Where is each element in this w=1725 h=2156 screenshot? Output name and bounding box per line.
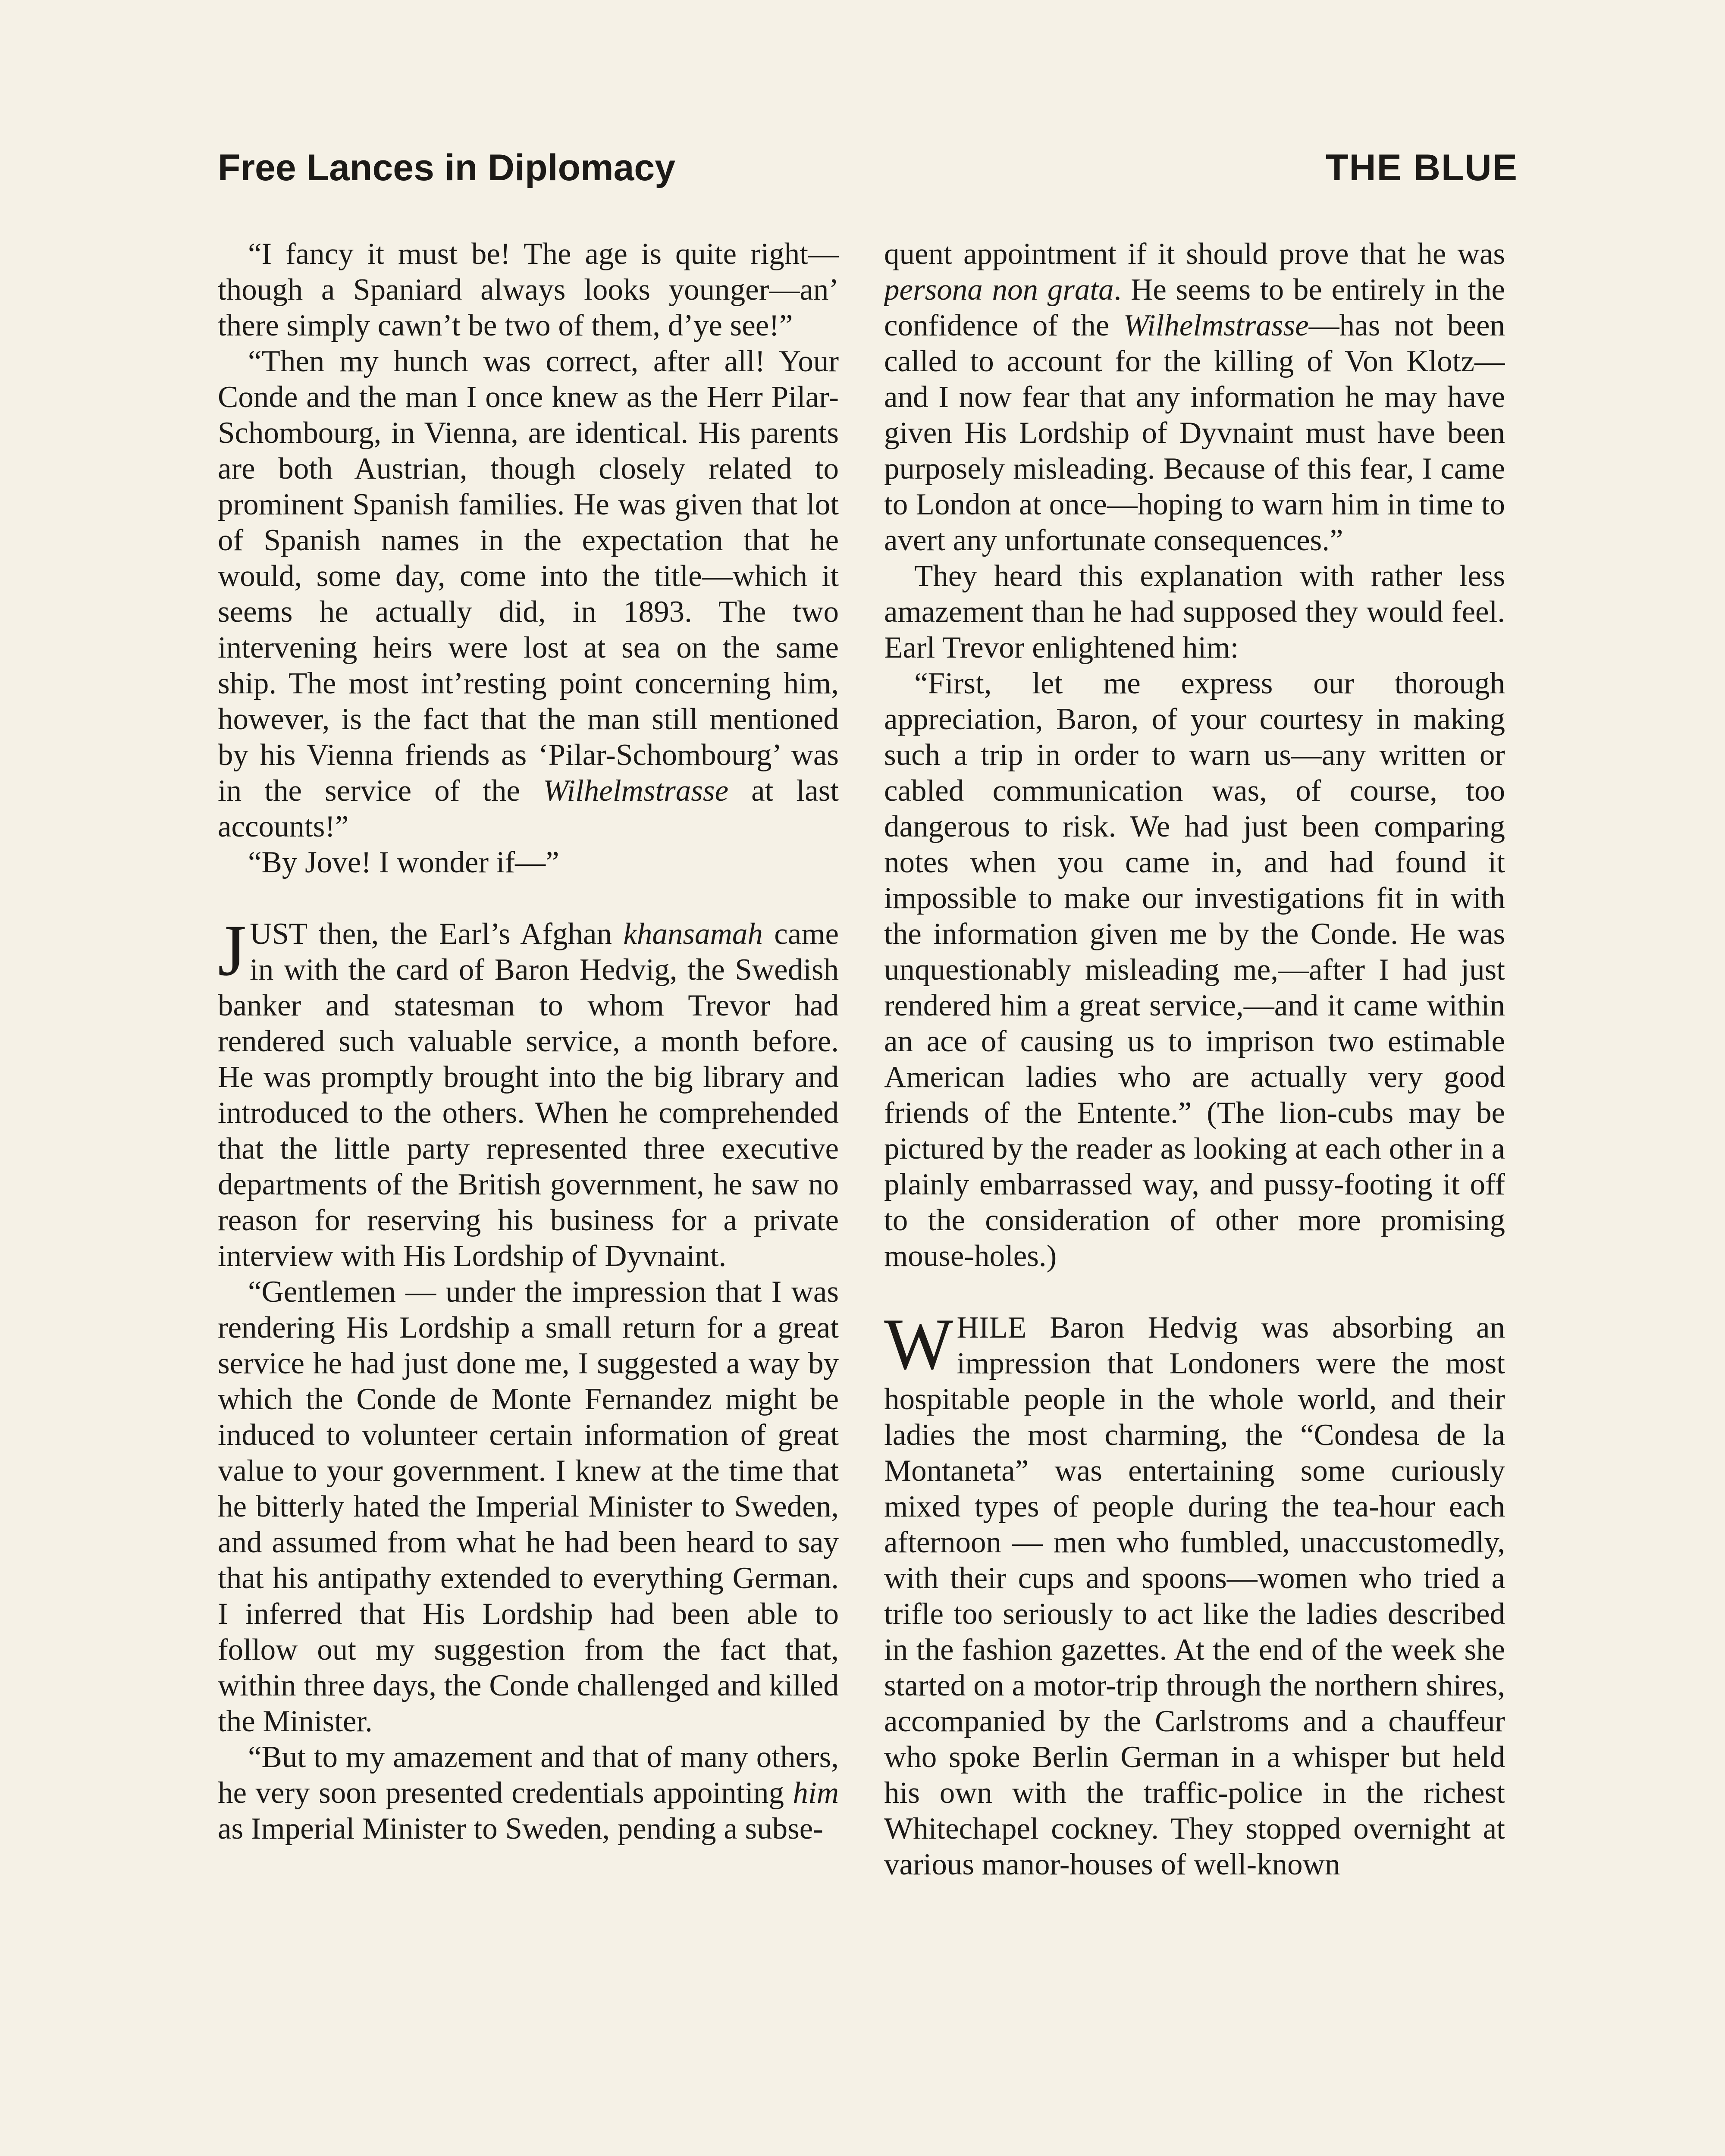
paragraph: “I fancy it must be! The age is quite right—though a Spaniard always looks younger—an’ there simply cawn’t be two of them, d’ye see!” (218, 237, 839, 342)
drop-cap: J (218, 910, 247, 991)
paragraph: “But to my amazement and that of many others, he very soon presented credentials appointing him as Imperial Minister to Sweden, pending a subse- (218, 1740, 839, 1846)
paragraph: “First, let me express our thorough appreciation, Baron, of your courtesy in making such a trip in order to warn us—any written or cabled communication was, of course, too dangerous to risk. We had just been comparing notes when you came in, and had found it impossible to make our investigations fit in with the information given me by the Conde. He was unquestionably misleading me,—after I had just rendered him a great service,—and it came within an ace of causing us to imprison two estimable American ladies who are actually very good friends of the Entente.” (The lion-cubs may be pictured by the reader as looking at each other in a plainly embarrassed way, and pussy-footing it off to the consideration of other more promising mouse-holes.) (884, 667, 1505, 1273)
magazine-title: THE BLUE (1326, 147, 1518, 188)
section-paragraph: WHILE Baron Hedvig was absorbing an impression that Londoners were the most hospitable people in the whole world, and their ladies the most charming, the “Condesa de la Montaneta” was entertaining some curiously mixed types of people during the tea-hour each afternoon — men who fumbled, unaccustomedly, with their cups and spoons—women who tried a trifle too seriously to act like the ladies described in the fashion gazettes. At the end of the week she started on a motor-trip through the northern shires, accompanied by the Carlstroms and a chauffeur who spoke Berlin German in a whisper but held his own with the traffic-police in the richest Whitechapel cockney. They stopped overnight at various manor-houses of well-known (884, 1304, 1505, 1881)
paragraph: They heard this explanation with rather less amazement than he had supposed they would feel. Earl Trevor enlightened him: (884, 559, 1505, 664)
right-column (884, 236, 1505, 2156)
section-paragraph: JUST then, the Earl’s Afghan khansamah came in with the card of Baron Hedvig, the Swedish banker and statesman to whom Trevor had rendered such valuable service, a month before. He was promptly brought into the big library and introduced to the others. When he comprehended that the little party represented three executive departments of the British government, he saw no reason for reserving his business for a private interview with His Lordship of Dyvnaint. (218, 910, 839, 1273)
paragraph: quent appointment if it should prove that he was persona non grata. He seems to be entirely in the confidence of the Wilhelmstrasse—has not been called to account for the killing of Von Klotz—and I now fear that any information he may have given His Lordship of Dyvnaint must have been purposely misleading. Because of this fear, I came to London at once—hoping to warn him in time to avert any unfortunate consequences.” (884, 237, 1505, 557)
running-header (218, 147, 1518, 198)
paragraph: “Then my hunch was correct, after all! Your Conde and the man I once knew as the Herr Pilar-Schombourg, in Vienna, are identical. His parents are both Austrian, though closely related to prominent Spanish families. He was given that lot of Spanish names in the expectation that he would, some day, come into the title—which it seems he actually did, in 1893. The two intervening heirs were lost at sea on the same ship. The most int’resting point concerning him, however, is the fact that the man still mentioned by his Vienna friends as ‘Pilar-Schombourg’ was in the service of the Wilhelmstrasse at last accounts!” (218, 345, 839, 843)
left-column (218, 236, 839, 2156)
paragraph: “Gentlemen — under the impression that I was rendering His Lordship a small return for a great service he had just done me, I suggested a way by which the Conde de Monte Fernandez might be induced to volunteer certain information of great value to your government. I knew at the time that he bitterly hated the Imperial Minister to Sweden, and assumed from what he had been heard to say that his antipathy extended to everything German. I inferred that His Lordship had been able to follow out my suggestion from the fact that, within three days, the Conde challenged and killed the Minister. (218, 1275, 839, 1738)
paragraph: “By Jove! I wonder if—” (248, 846, 559, 879)
article-title: Free Lances in Diplomacy (218, 147, 676, 188)
drop-cap: W (884, 1304, 953, 1385)
